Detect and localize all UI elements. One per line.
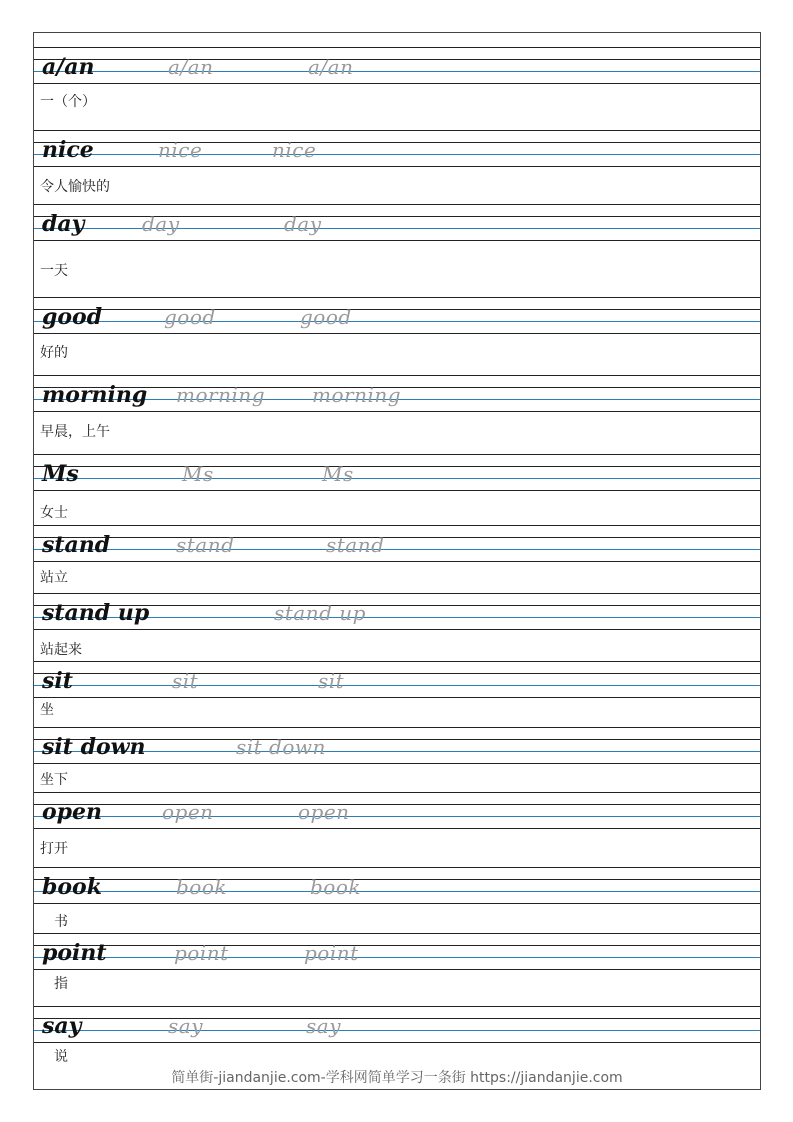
trace-word: a/an [308, 55, 354, 79]
trace-word: open [298, 800, 350, 824]
trace-word: open [162, 800, 214, 824]
trace-word: stand [176, 533, 235, 557]
trace-word: morning [176, 383, 266, 407]
vocab-meaning: 站立 [40, 570, 68, 586]
vocab-word: point [42, 940, 107, 966]
vocab-meaning: 坐 [40, 702, 54, 718]
trace-word: point [174, 941, 229, 965]
vocab-meaning: 早晨，上午 [40, 424, 110, 440]
trace-word: sit down [236, 735, 326, 759]
trace-word: Ms [322, 462, 354, 486]
vocab-word: Ms [42, 461, 79, 487]
vocab-word: book [42, 874, 102, 900]
trace-word: day [142, 212, 180, 236]
writing-lines [34, 47, 760, 83]
vocab-meaning: 坐下 [40, 772, 68, 788]
writing-lines [34, 525, 760, 561]
writing-lines [34, 297, 760, 333]
vocab-meaning: 一（个） [40, 94, 96, 110]
trace-word: nice [272, 138, 317, 162]
vocab-word: day [42, 211, 85, 237]
vocab-word: sit down [42, 734, 146, 760]
trace-word: point [304, 941, 359, 965]
vocab-word: nice [42, 137, 94, 163]
vocab-meaning: 令人愉快的 [40, 179, 110, 195]
vocab-meaning: 打开 [40, 841, 68, 857]
trace-word: stand [326, 533, 385, 557]
worksheet-frame [33, 32, 761, 1090]
vocab-meaning: 站起来 [40, 642, 82, 658]
trace-word: book [176, 875, 228, 899]
trace-word: Ms [182, 462, 214, 486]
vocab-meaning: 指 [54, 976, 68, 992]
trace-word: say [306, 1014, 341, 1038]
vocab-word: stand [42, 532, 111, 558]
trace-word: day [284, 212, 322, 236]
writing-lines [34, 792, 760, 828]
trace-word: good [164, 305, 216, 329]
vocab-word: a/an [42, 54, 95, 80]
trace-word: a/an [168, 55, 214, 79]
vocab-meaning: 书 [54, 914, 68, 930]
vocab-meaning: 一天 [40, 263, 68, 279]
vocab-meaning: 好的 [40, 345, 68, 361]
vocab-word: good [42, 304, 103, 330]
page-footer: 简单街-jiandanjie.com-学科网简单学习一条街 https://jiandanjie.com [171, 1070, 623, 1086]
writing-lines [34, 867, 760, 903]
vocab-word: open [42, 799, 103, 825]
vocab-word: say [42, 1013, 82, 1039]
trace-word: morning [312, 383, 402, 407]
writing-lines [34, 454, 760, 490]
vocab-word: morning [42, 382, 148, 408]
trace-word: sit [318, 669, 345, 693]
trace-word: sit [172, 669, 199, 693]
trace-word: book [310, 875, 362, 899]
vocab-word: sit [42, 668, 73, 694]
writing-lines [34, 130, 760, 166]
trace-word: say [168, 1014, 203, 1038]
writing-lines [34, 661, 760, 697]
trace-word: stand up [274, 601, 366, 625]
vocab-meaning: 女士 [40, 505, 68, 521]
writing-lines [34, 1006, 760, 1042]
vocab-word: stand up [42, 600, 150, 626]
writing-lines [34, 933, 760, 969]
trace-word: good [300, 305, 352, 329]
trace-word: nice [158, 138, 203, 162]
vocab-meaning: 说 [54, 1049, 68, 1065]
